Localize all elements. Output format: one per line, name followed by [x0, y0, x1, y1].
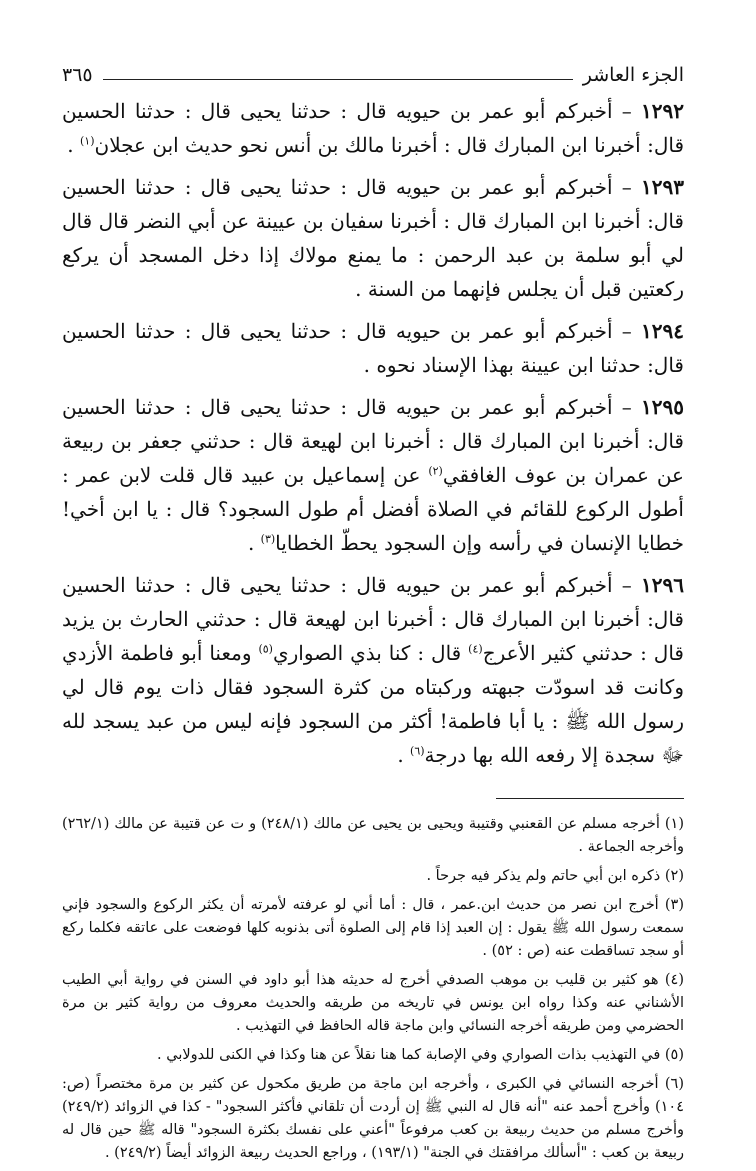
- hadith-number: ١٢٩٤: [641, 319, 684, 343]
- hadith-text: – أخبركم أبو عمر بن حيويه قال : حدثنا يحيى قال : حدثنا الحسين قال: أخبرنا ابن المبارك قال : أخبرنا سفيان بن عيينة عن أبي النضر قال قال لي أبو سلمة بن عبد الرحمن : ما يمنع مولاك إذا دخل المسجد أن يركع ركعتين قبل أن يجلس فإنهما من السنة .: [62, 175, 684, 301]
- footnote-separator: [496, 798, 684, 799]
- running-header: [62, 60, 684, 90]
- footnote-ref[interactable]: (٦): [410, 744, 425, 758]
- header-rule: [103, 79, 573, 80]
- footnote-ref[interactable]: (٥): [258, 642, 273, 656]
- page-number: ٣٦٥: [62, 64, 93, 86]
- footnotes: [62, 813, 684, 1165]
- footnote-ref[interactable]: (٤): [468, 642, 483, 656]
- hadith-text-continued: عن إسماعيل بن عبيد قال قلت لابن عمر : أطول الركوع للقائم في الصلاة أفضل أم طول السجود؟ قال : يا ابن أخي! خطايا الإنسان في رأسه وإن السجود يحطّ الخطايا: [62, 463, 684, 555]
- hadith-text-end: .: [397, 743, 411, 767]
- footnote-ref[interactable]: (٢): [428, 464, 443, 478]
- footnote: (١) أخرجه مسلم عن القعنبي وقتيبة ويحيى بن يحيى عن مالك (٢٤٨/١) و ت عن قتيبة عن مالك (٢٦٢/١) وأخرجه الجماعة .: [62, 816, 685, 855]
- footnote-ref[interactable]: (٣): [260, 532, 276, 546]
- hadith-entry: [62, 94, 684, 162]
- footnote: (٥) في التهذيب بذات الصواري وفي الإصابة كما هنا نقلاً عن هنا وكذا في الكنى للدولابي .: [157, 1047, 684, 1063]
- hadith-entries: [62, 94, 684, 772]
- volume-title: الجزء العاشر: [582, 64, 684, 86]
- footnote-ref[interactable]: (١): [80, 134, 95, 148]
- hadith-text: – أخبركم أبو عمر بن حيويه قال : حدثنا يحيى قال : حدثنا الحسين قال: حدثنا ابن عيينة بهذا الإسناد نحوه .: [62, 319, 684, 377]
- book-page: [62, 60, 684, 1171]
- hadith-number: ١٢٩٣: [641, 175, 684, 199]
- hadith-entry: [62, 390, 684, 560]
- footnote: (٦) أخرجه النسائي في الكبرى ، وأخرجه ابن ماجة من طريق مكحول عن كثير بن مرة مختصراً (ص: ١٠٤) وأخرج أحمد عنه "أنه قال له النبي ﷺ إن أردت أن تلقاني فأكثر السجود" - كذا في الزوائد (٢٤٩/٢) وأخرج مسلم من حديث ربيعة بن كعب مرفوعاً "أعني على نفسك بكثرة السجود" قاله ﷺ حين قال له ربيعة بن كعب : "أسألك مرافقتك في الجنة" (١٩٣/١) ، وراجع الحديث ربيعة الزوائد أيضاً (٢٤٩/٢) .: [62, 1076, 684, 1161]
- hadith-number: ١٢٩٥: [641, 395, 684, 419]
- hadith-number: ١٢٩٢: [641, 99, 684, 123]
- footnote: (٢) ذكره ابن أبي حاتم ولم يذكر فيه جرحاً .: [426, 868, 684, 884]
- hadith-text: – أخبركم أبو عمر بن حيويه قال : حدثنا يحيى قال : حدثنا الحسين قال: أخبرنا ابن المبارك قال : أخبرنا مالك بن أنس نحو حديث ابن عجلان: [62, 99, 684, 157]
- hadith-entry: [62, 568, 684, 772]
- hadith-text: – أخبركم أبو عمر بن حيويه قال : حدثنا يحيى قال : حدثنا الحسين قال: أخبرنا ابن المبارك قال : أخبرنا ابن لهيعة قال : حدثني جعفر بن ربيعة عن عمران بن عوف الغافقي: [62, 395, 684, 487]
- hadith-text-continued: ومعنا أبو فاطمة الأزدي وكانت قد اسودّت جبهته وركبتاه من كثرة السجود فقال ذات يوم قال لي رسول الله ﷺ : يا أبا فاطمة! أكثر من السجود فإنه ليس من عبد يسجد لله ﷻ سجدة إلا رفعه الله بها درجة: [62, 641, 684, 767]
- footnote: (٤) هو كثير بن قليب بن موهب الصدفي أخرج له حديثه هذا أبو داود في السنن في رواية أبي الطيب الأشناني عنه وكذا رواه ابن يونس في تاريخه من طريقه والحديث معروف من رواية كثير بن مرة الحضرمي ومن طريقه أخرجه النسائي وابن ماجة قاله الحافظ في التهذيب .: [62, 972, 684, 1034]
- hadith-text-end: .: [67, 133, 80, 157]
- hadith-text: – أخبركم أبو عمر بن حيويه قال : حدثنا يحيى قال : حدثنا الحسين قال: أخبرنا ابن المبارك قال : أخبرنا ابن لهيعة قال : حدثني الحارث بن يزيد قال : حدثني كثير الأعرج: [62, 573, 684, 665]
- hadith-number: ١٢٩٦: [641, 573, 684, 597]
- hadith-text-end: .: [247, 531, 261, 555]
- hadith-entry: [62, 314, 684, 382]
- hadith-entry: [62, 170, 684, 306]
- hadith-text-continued: قال : كنا بذي الصواري: [272, 641, 469, 665]
- footnote: (٣) أخرج ابن نصر من حديث ابن.عمر ، قال : أما أني لو عرفته لأمرته أن يكثر الركوع والسجود فإني سمعت رسول الله ﷺ يقول : إن العبد إذا قام إلى الصلوة أتى بذنوبه كلها فوضعت على عاتقه فكلما ركع أو سجد تساقطت عنه (ص : ٥٢) .: [62, 897, 684, 959]
